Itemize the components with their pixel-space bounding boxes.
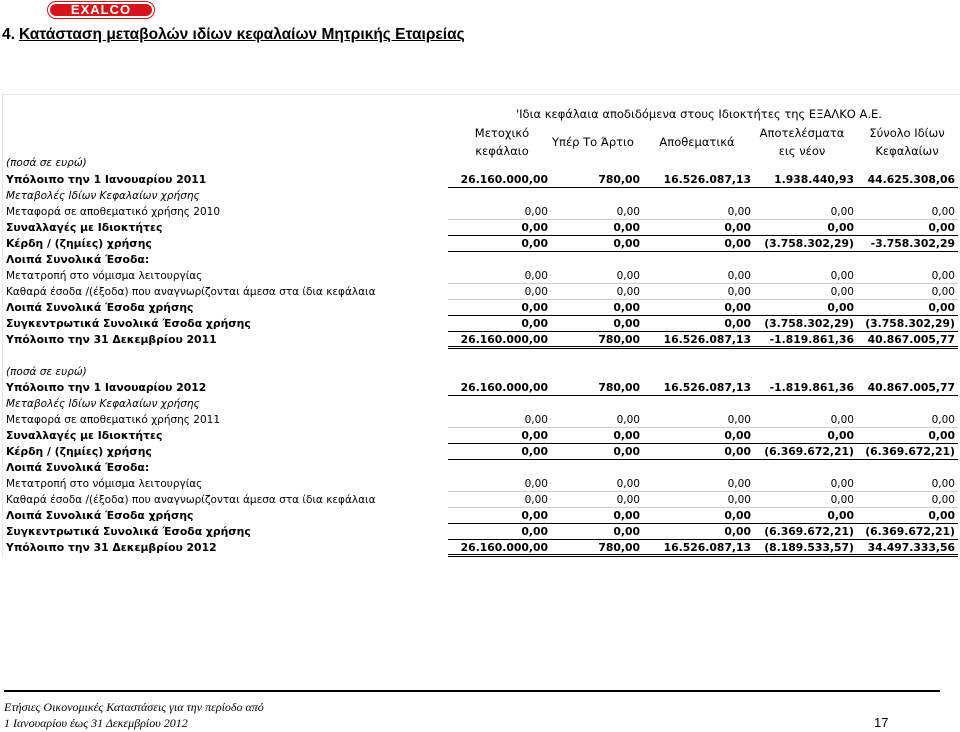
row-value: (3.758.302,29)	[865, 317, 955, 330]
row-value: 0,00	[931, 206, 955, 218]
row-value: 26.160.000,00	[460, 541, 548, 554]
row-label: Μεταβολές Ιδίων Κεφαλαίων χρήσης	[6, 398, 200, 410]
row-value: 0,00	[830, 286, 854, 298]
row-value: 0,00	[521, 445, 548, 458]
row-value: 0,00	[521, 525, 548, 538]
section-number: 4.	[2, 26, 15, 43]
table-row	[2, 252, 958, 268]
row-value: 0,00	[724, 317, 751, 330]
footer-line-1: Ετήσιες Οικονομικές Καταστάσεις για την περίοδο από	[4, 700, 264, 714]
row-value: 0,00	[521, 237, 548, 250]
row-value: (6.369.672,21)	[764, 525, 854, 538]
exalco-logo: EXALCO	[48, 2, 154, 18]
row-label: Κέρδη / (ζημίες) χρήσης	[6, 445, 152, 458]
table-row	[2, 204, 958, 220]
row-value: 0,00	[524, 478, 548, 490]
table-row	[2, 492, 958, 508]
row-value: 0,00	[521, 429, 548, 442]
row-value: 0,00	[827, 429, 854, 442]
row-value: 0,00	[521, 301, 548, 314]
row-value: 0,00	[928, 509, 955, 522]
row-value: 40.867.005,77	[867, 333, 955, 346]
table-row	[2, 364, 958, 380]
table-row	[2, 412, 958, 428]
row-label: Λοιπά Συνολικά Έσοδα χρήσης	[6, 509, 194, 522]
row-value: -1.819.861,36	[769, 333, 854, 346]
row-label: Λοιπά Συνολικά Έσοδα:	[6, 253, 150, 266]
row-label: Υπόλοιπο την 1 Ιανουαρίου 2011	[6, 173, 207, 186]
row-value: 0,00	[830, 270, 854, 282]
row-value: 0,00	[827, 509, 854, 522]
section-title: Κατάσταση μεταβολών ιδίων κεφαλαίων Μητρικής Εταιρείας	[18, 26, 465, 43]
row-label: (ποσά σε ευρώ)	[6, 157, 87, 169]
row-value: 0,00	[613, 429, 640, 442]
row-value: 0,00	[724, 429, 751, 442]
row-value: 0,00	[616, 414, 640, 426]
row-value: 0,00	[524, 414, 548, 426]
table-row	[2, 316, 958, 332]
row-value: 0,00	[724, 525, 751, 538]
row-value: -3.758.302,29	[870, 237, 955, 250]
row-value: 0,00	[931, 270, 955, 282]
row-label: Συγκεντρωτικά Συνολικά Έσοδα χρήσης	[6, 317, 251, 330]
row-value: 26.160.000,00	[460, 381, 548, 394]
row-value: 780,00	[598, 381, 640, 394]
table-row	[2, 155, 958, 171]
row-value: 780,00	[598, 173, 640, 186]
row-value: 0,00	[727, 206, 751, 218]
row-value: 0,00	[830, 494, 854, 506]
row-label: Μετατροπή στο νόμισμα λειτουργίας	[6, 478, 203, 490]
row-label: Λοιπά Συνολικά Έσοδα χρήσης	[6, 301, 194, 314]
table-row	[2, 524, 958, 540]
row-value: 0,00	[613, 509, 640, 522]
row-value: 0,00	[724, 445, 751, 458]
row-value: 16.526.087,13	[663, 173, 751, 186]
row-value: 0,00	[521, 509, 548, 522]
row-value: 16.526.087,13	[663, 381, 751, 394]
table-row	[2, 428, 958, 444]
row-value: 1.938.440,93	[774, 173, 854, 186]
row-value: 0,00	[524, 494, 548, 506]
row-value: 0,00	[830, 206, 854, 218]
row-value: 0,00	[724, 301, 751, 314]
row-label: Καθαρά έσοδα /(έξοδα) που αναγνωρίζονται άμεσα στα ίδια κεφάλαια	[6, 286, 376, 298]
row-value: 0,00	[613, 317, 640, 330]
row-value: 0,00	[727, 414, 751, 426]
row-label: Καθαρά έσοδα /(έξοδα) που αναγνωρίζονται άμεσα στα ίδια κεφάλαια	[6, 494, 376, 506]
row-value: 0,00	[931, 478, 955, 490]
row-label: Κέρδη / (ζημίες) χρήσης	[6, 237, 152, 250]
col-header-reserves: Αποθεματικά	[659, 135, 735, 149]
row-label: Υπόλοιπο την 31 Δεκεμβρίου 2012	[6, 541, 217, 554]
row-label: (ποσά σε ευρώ)	[6, 366, 87, 378]
row-value: 0,00	[928, 429, 955, 442]
col-header-share-premium: Υπέρ Το Άρτιο	[552, 135, 634, 149]
row-value: 0,00	[613, 445, 640, 458]
table-row	[2, 508, 958, 524]
table-row	[2, 444, 958, 460]
row-value: 0,00	[724, 509, 751, 522]
table-row	[2, 188, 958, 204]
equity-attributable-header: 'Ιδια κεφάλαια αποδιδόμενα στους Ιδιοκτήτες της ΕΞΑΛΚΟ Α.Ε.	[516, 107, 882, 121]
row-label: Υπόλοιπο την 31 Δεκεμβρίου 2011	[6, 333, 217, 346]
table-row	[2, 396, 958, 412]
row-value: 0,00	[830, 414, 854, 426]
row-value: 0,00	[616, 270, 640, 282]
row-value: 0,00	[724, 237, 751, 250]
row-value: 0,00	[613, 237, 640, 250]
page-title	[2, 26, 465, 44]
row-label: Υπόλοιπο την 1 Ιανουαρίου 2012	[6, 381, 207, 394]
row-value: 26.160.000,00	[460, 173, 548, 186]
row-value: -1.819.861,36	[769, 381, 854, 394]
row-value: 0,00	[827, 221, 854, 234]
row-label: Συναλλαγές με Ιδιοκτήτες	[6, 429, 163, 442]
row-value: 0,00	[727, 286, 751, 298]
table-row	[2, 540, 958, 556]
row-value: 26.160.000,00	[460, 333, 548, 346]
row-value: (3.758.302,29)	[764, 237, 854, 250]
row-value: 0,00	[524, 270, 548, 282]
row-value: 0,00	[830, 478, 854, 490]
col-header-retained-earnings: Αποτελέσματα εις νέον	[759, 126, 845, 158]
row-value: 0,00	[616, 494, 640, 506]
row-value: 0,00	[931, 494, 955, 506]
row-value: 0,00	[616, 286, 640, 298]
row-label: Μεταφορά σε αποθεματικό χρήσης 2011	[6, 414, 221, 426]
col-header-share-capital: Μετοχικό κεφάλαιο	[474, 126, 530, 158]
row-value: 0,00	[928, 301, 955, 314]
table-row	[2, 380, 958, 396]
row-value: 0,00	[928, 221, 955, 234]
table-row	[2, 236, 958, 252]
table-row	[2, 476, 958, 492]
row-value: 0,00	[616, 206, 640, 218]
row-label: Λοιπά Συνολικά Έσοδα:	[6, 461, 150, 474]
row-value: 0,00	[521, 317, 548, 330]
row-value: 0,00	[613, 525, 640, 538]
row-value: 0,00	[727, 478, 751, 490]
row-value: 0,00	[724, 221, 751, 234]
row-label: Μετατροπή στο νόμισμα λειτουργίας	[6, 270, 203, 282]
table-row	[2, 172, 958, 188]
row-value: (6.369.672,21)	[865, 445, 955, 458]
row-value: 0,00	[521, 221, 548, 234]
row-value: 0,00	[931, 414, 955, 426]
row-value: 40.867.005,77	[867, 381, 955, 394]
row-value: 34.497.333,56	[867, 541, 955, 554]
row-label: Μεταφορά σε αποθεματικό χρήσης 2010	[6, 206, 221, 218]
footer-divider	[4, 690, 940, 692]
row-value: 780,00	[598, 541, 640, 554]
row-value: 0,00	[524, 206, 548, 218]
table-row	[2, 460, 958, 476]
table-row	[2, 268, 958, 284]
row-value: (8.189.533,57)	[764, 541, 854, 554]
row-label: Μεταβολές Ιδίων Κεφαλαίων χρήσης	[6, 190, 200, 202]
row-value: 16.526.087,13	[663, 333, 751, 346]
footer-line-2: 1 Ιανουαρίου έως 31 Δεκεμβρίου 2012	[4, 716, 188, 730]
row-value: 0,00	[524, 286, 548, 298]
row-value: 780,00	[598, 333, 640, 346]
row-value: 0,00	[827, 301, 854, 314]
table-row	[2, 300, 958, 316]
row-value: 0,00	[727, 270, 751, 282]
table-row	[2, 220, 958, 236]
row-value: (6.369.672,21)	[865, 525, 955, 538]
table-row	[2, 284, 958, 300]
table-row	[2, 332, 958, 348]
row-value: 0,00	[613, 221, 640, 234]
row-value: 0,00	[931, 286, 955, 298]
row-value: 0,00	[613, 301, 640, 314]
row-label: Συναλλαγές με Ιδιοκτήτες	[6, 221, 163, 234]
row-value: (6.369.672,21)	[764, 445, 854, 458]
row-value: 0,00	[727, 494, 751, 506]
row-value: 16.526.087,13	[663, 541, 751, 554]
row-label: Συγκεντρωτικά Συνολικά Έσοδα χρήσης	[6, 525, 251, 538]
row-value: 44.625.308,06	[867, 173, 955, 186]
row-value: 0,00	[616, 478, 640, 490]
col-header-total-equity: Σύνολο Ιδίων Κεφαλαίων	[869, 126, 945, 158]
page-number: 17	[874, 715, 889, 730]
row-value: (3.758.302,29)	[764, 317, 854, 330]
